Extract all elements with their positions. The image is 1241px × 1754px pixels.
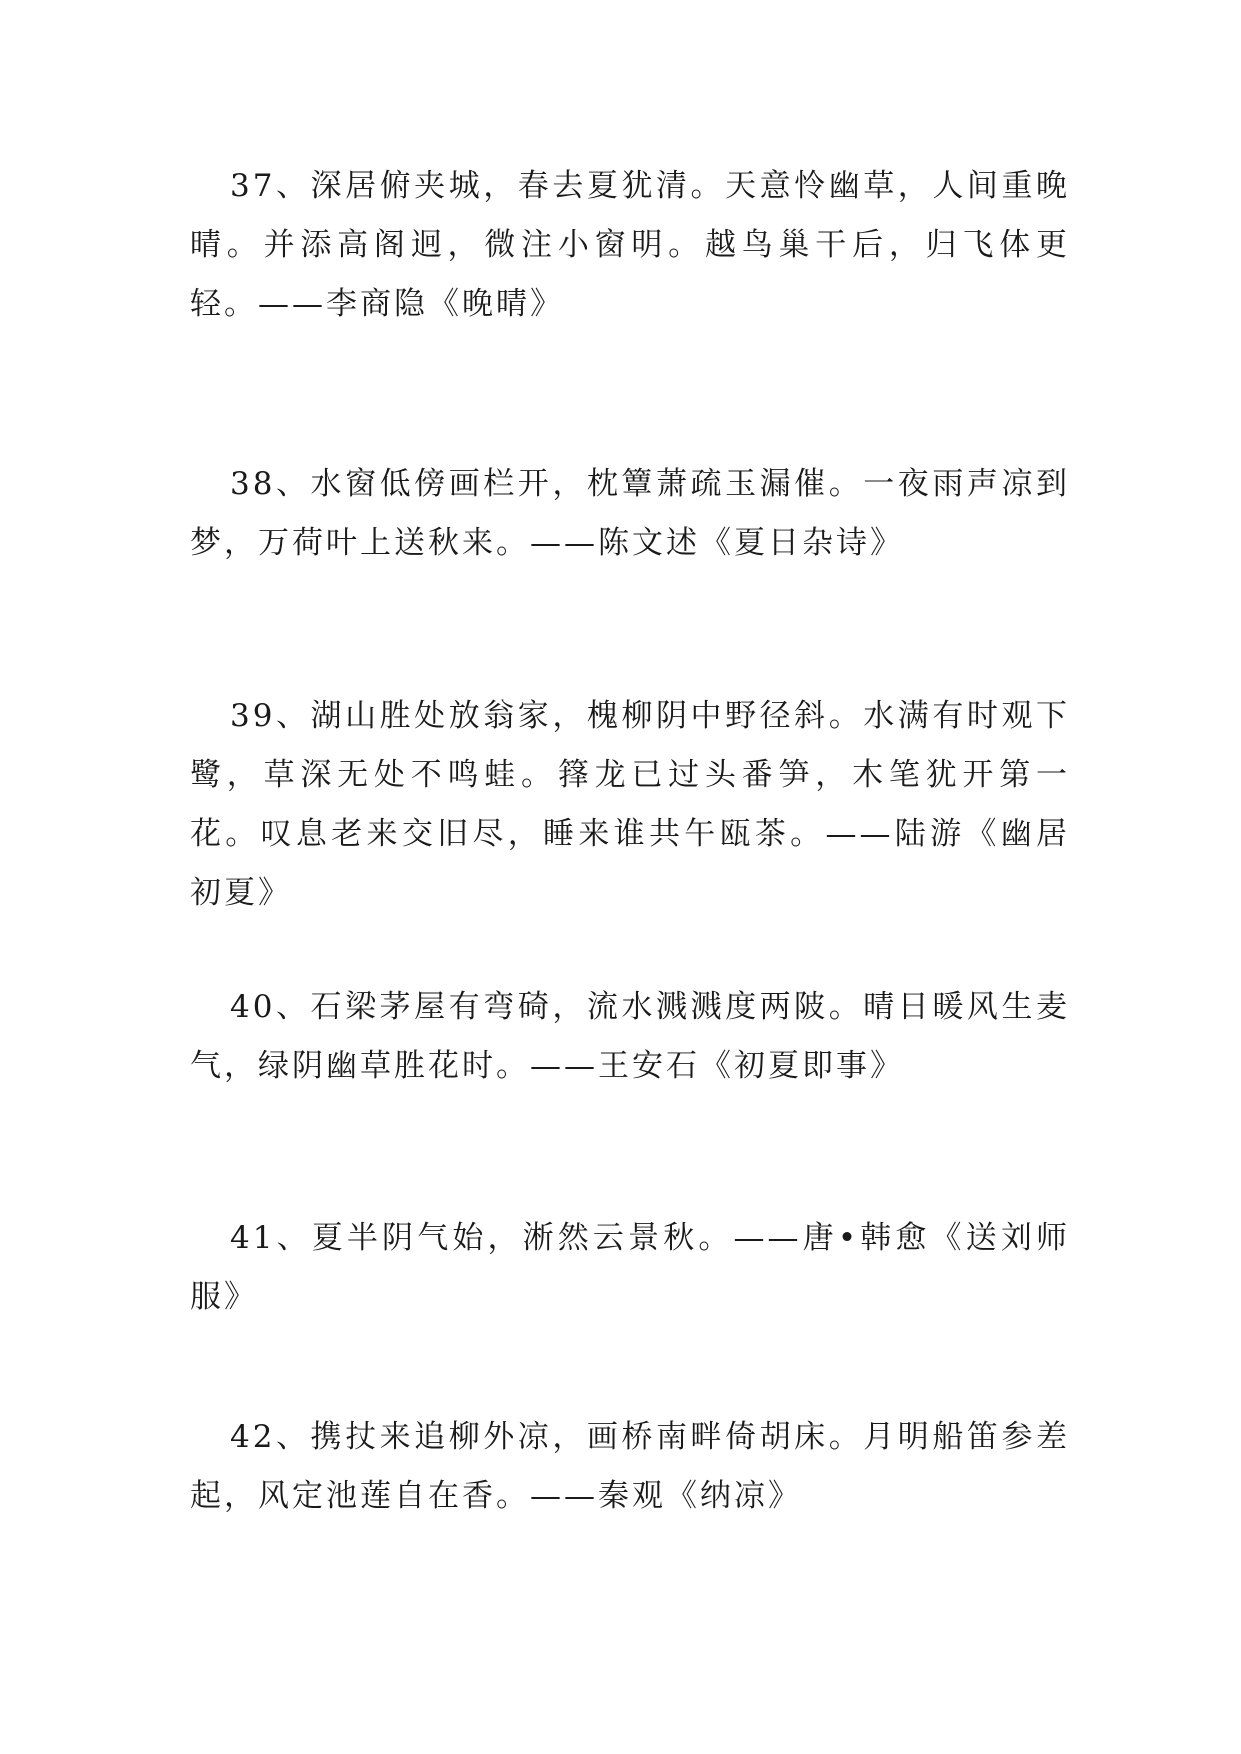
poem-paragraph-42: 42、携扙来追柳外凉，画桥南畔倚胡床。月明船笛参差起，风定池莲自在香。——秦观《纳凉》 bbox=[190, 1419, 1070, 1514]
poem-paragraph-41: 41、夏半阴气始，淅然云景秋。——唐•韩愈《送刘师服》 bbox=[190, 1220, 1070, 1315]
poem-paragraph-40: 40、石梁茅屋有弯碕，流水溅溅度两陂。晴日暖风生麦气，绿阴幽草胜花时。——王安石《初夏即事》 bbox=[190, 989, 1070, 1084]
poem-paragraph-37: 37、深居俯夹城，春去夏犹清。天意怜幽草，人间重晚晴。并添高阁迥，微注小窗明。越鸟巢干后，归飞体更轻。——李商隐《晚晴》 bbox=[190, 168, 1070, 322]
poem-paragraph-39: 39、湖山胜处放翁家，槐柳阴中野径斜。水满有时观下鹭，草深无处不鸣蛙。箨龙已过头番笋，木笔犹开第一花。叹息老来交旧尽，睡来谁共午瓯茶。——陆游《幽居初夏》 bbox=[190, 698, 1070, 911]
poem-paragraph-38: 38、水窗低傍画栏开，枕簟萧疏玉漏催。一夜雨声凉到梦，万荷叶上送秋来。——陈文述《夏日杂诗》 bbox=[190, 466, 1070, 561]
